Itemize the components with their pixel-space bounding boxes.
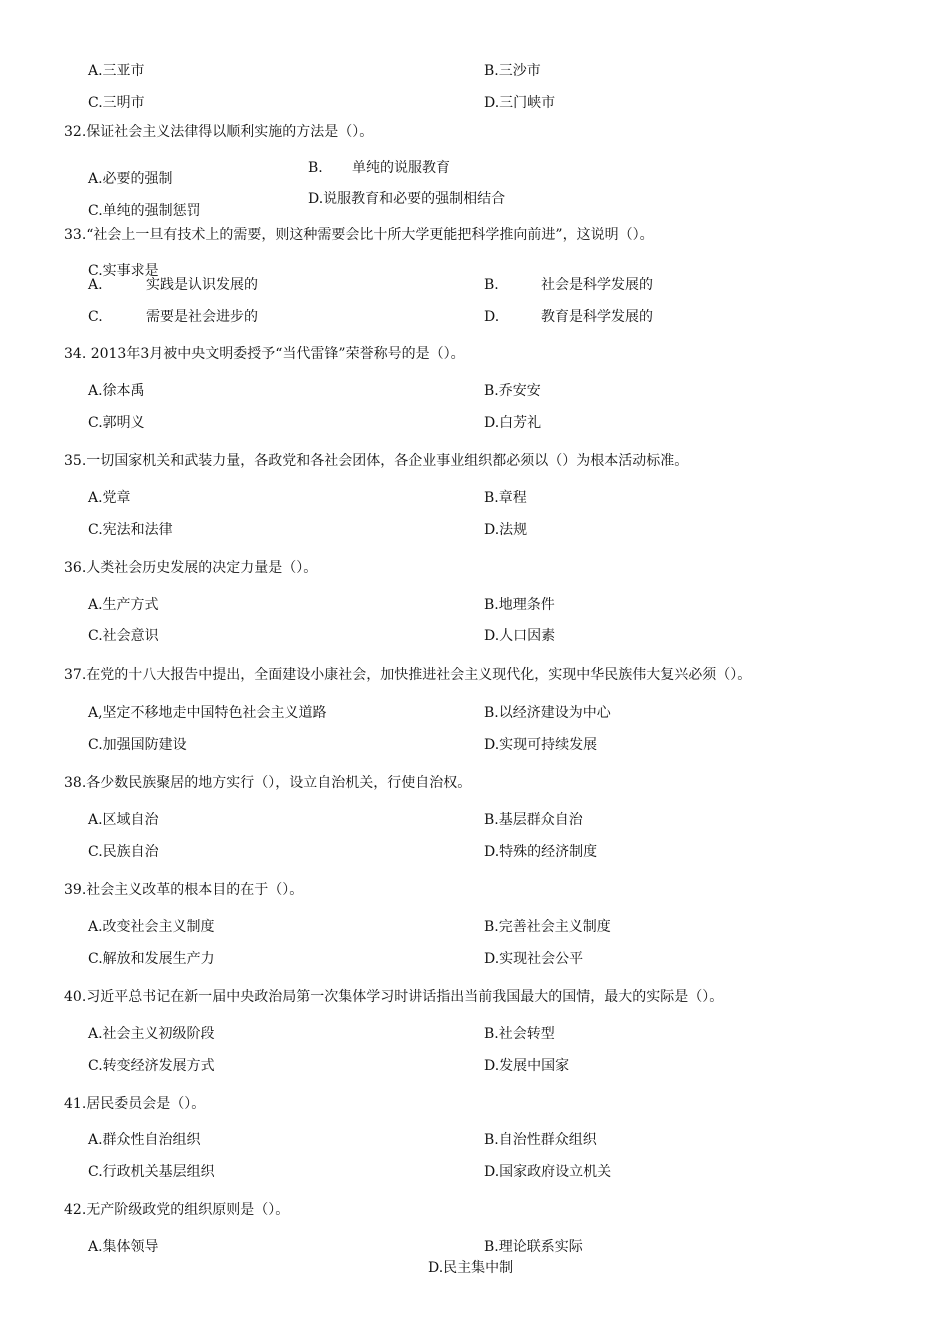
q40-option-a: A.社会主义初级阶段	[88, 1026, 215, 1042]
q36-option-c: C.社会意识	[88, 628, 159, 644]
q42-option-d: D.民主集中制	[428, 1260, 514, 1276]
q32-option-b: 单纯的说服教育	[352, 160, 450, 176]
q35-stem: 35.一切国家机关和武装力量，各政党和各社会团体，各企业事业组织都必须以（）为根本活动标准。	[64, 453, 689, 469]
q32-stem: 32.保证社会主义法律得以顺利实施的方法是（）。	[64, 124, 374, 140]
q42-stem: 42.无产阶级政党的组织原则是（）。	[64, 1202, 290, 1218]
q35-option-b: B.章程	[484, 490, 527, 506]
q36-option-b: B.地理条件	[484, 597, 555, 613]
q39-option-c: C.解放和发展生产力	[88, 951, 215, 967]
q33-option-c: 需要是社会进步的	[146, 309, 258, 325]
q33-option-c-prefix: C.	[88, 309, 103, 325]
q32-option-a: A.必要的强制	[88, 171, 173, 187]
q33-stem: 33.“社会上一旦有技术上的需要，则这种需要会比十所大学更能把科学推向前进”，这说明（）。	[64, 227, 654, 243]
q41-option-c: C.行政机关基层组织	[88, 1164, 215, 1180]
q31-option-a: A.三亚市	[88, 63, 145, 79]
q32-option-c: C.单纯的强制惩罚	[88, 203, 201, 219]
q33-option-a-prefix: A.	[88, 277, 103, 293]
q37-option-d: D.实现可持续发展	[484, 737, 598, 753]
q39-stem: 39.社会主义改革的根本目的在于（）。	[64, 882, 304, 898]
q38-stem: 38.各少数民族聚居的地方实行（），设立自治机关，行使自治权。	[64, 775, 472, 791]
q41-option-b: B.自治性群众组织	[484, 1132, 597, 1148]
q38-option-b: B.基层群众自治	[484, 812, 583, 828]
q32-option-d: D.说服教育和必要的强制相结合	[308, 191, 506, 207]
q34-option-a: A.徐本禹	[88, 383, 145, 399]
q34-option-c: C.郭明义	[88, 415, 145, 431]
q36-option-d: D.人口因素	[484, 628, 556, 644]
q35-option-c: C.宪法和法律	[88, 522, 173, 538]
q33-option-a: 实践是认识发展的	[146, 277, 258, 293]
q31-option-b: B.三沙市	[484, 63, 541, 79]
q40-option-b: B.社会转型	[484, 1026, 555, 1042]
q31-option-c: C.三明市	[88, 95, 145, 111]
q35-option-d: D.法规	[484, 522, 528, 538]
q37-option-b: B.以经济建设为中心	[484, 705, 611, 721]
q34-option-d: D.白芳礼	[484, 415, 542, 431]
q37-stem: 37.在党的十八大报告中提出，全面建设小康社会，加快推进社会主义现代化，实现中华民族伟大复兴必须（）。	[64, 667, 752, 683]
q41-option-d: D.国家政府设立机关	[484, 1164, 612, 1180]
q36-option-a: A.生产方式	[88, 597, 159, 613]
q38-option-c: C.民族自治	[88, 844, 159, 860]
q37-option-c: C.加强国防建设	[88, 737, 187, 753]
q39-option-b: B.完善社会主义制度	[484, 919, 611, 935]
q35-option-a: A.党章	[88, 490, 131, 506]
q36-stem: 36.人类社会历史发展的决定力量是（）。	[64, 560, 318, 576]
q41-stem: 41.居民委员会是（）。	[64, 1096, 206, 1112]
q33-option-d-prefix: D.	[484, 309, 500, 325]
q37-option-a: A,坚定不移地走中国特色社会主义道路	[88, 705, 327, 721]
q40-stem: 40.习近平总书记在新一届中央政治局第一次集体学习时讲话指出当前我国最大的国情，最大的实际是（）。	[64, 989, 724, 1005]
q38-option-d: D.特殊的经济制度	[484, 844, 598, 860]
q34-option-b: B.乔安安	[484, 383, 541, 399]
q33-option-d: 教育是科学发展的	[541, 309, 653, 325]
q42-option-b: B.理论联系实际	[484, 1239, 583, 1255]
q33-option-b: 社会是科学发展的	[541, 277, 653, 293]
q33-option-b-prefix: B.	[484, 277, 499, 293]
q41-option-a: A.群众性自治组织	[88, 1132, 201, 1148]
q40-option-d: D.发展中国家	[484, 1058, 570, 1074]
q34-stem: 34. 2013年3月被中央文明委授予“当代雷锋”荣誉称号的是（）。	[64, 346, 465, 362]
q31-option-d: D.三门峡市	[484, 95, 556, 111]
q39-option-d: D.实现社会公平	[484, 951, 584, 967]
q32-option-b-prefix: B.	[308, 160, 323, 176]
q39-option-a: A.改变社会主义制度	[88, 919, 215, 935]
q42-option-a: A.集体领导	[88, 1239, 159, 1255]
q38-option-a: A.区域自治	[88, 812, 159, 828]
q40-option-c: C.转变经济发展方式	[88, 1058, 215, 1074]
q33-extra-option: C.实事求是	[88, 263, 159, 279]
